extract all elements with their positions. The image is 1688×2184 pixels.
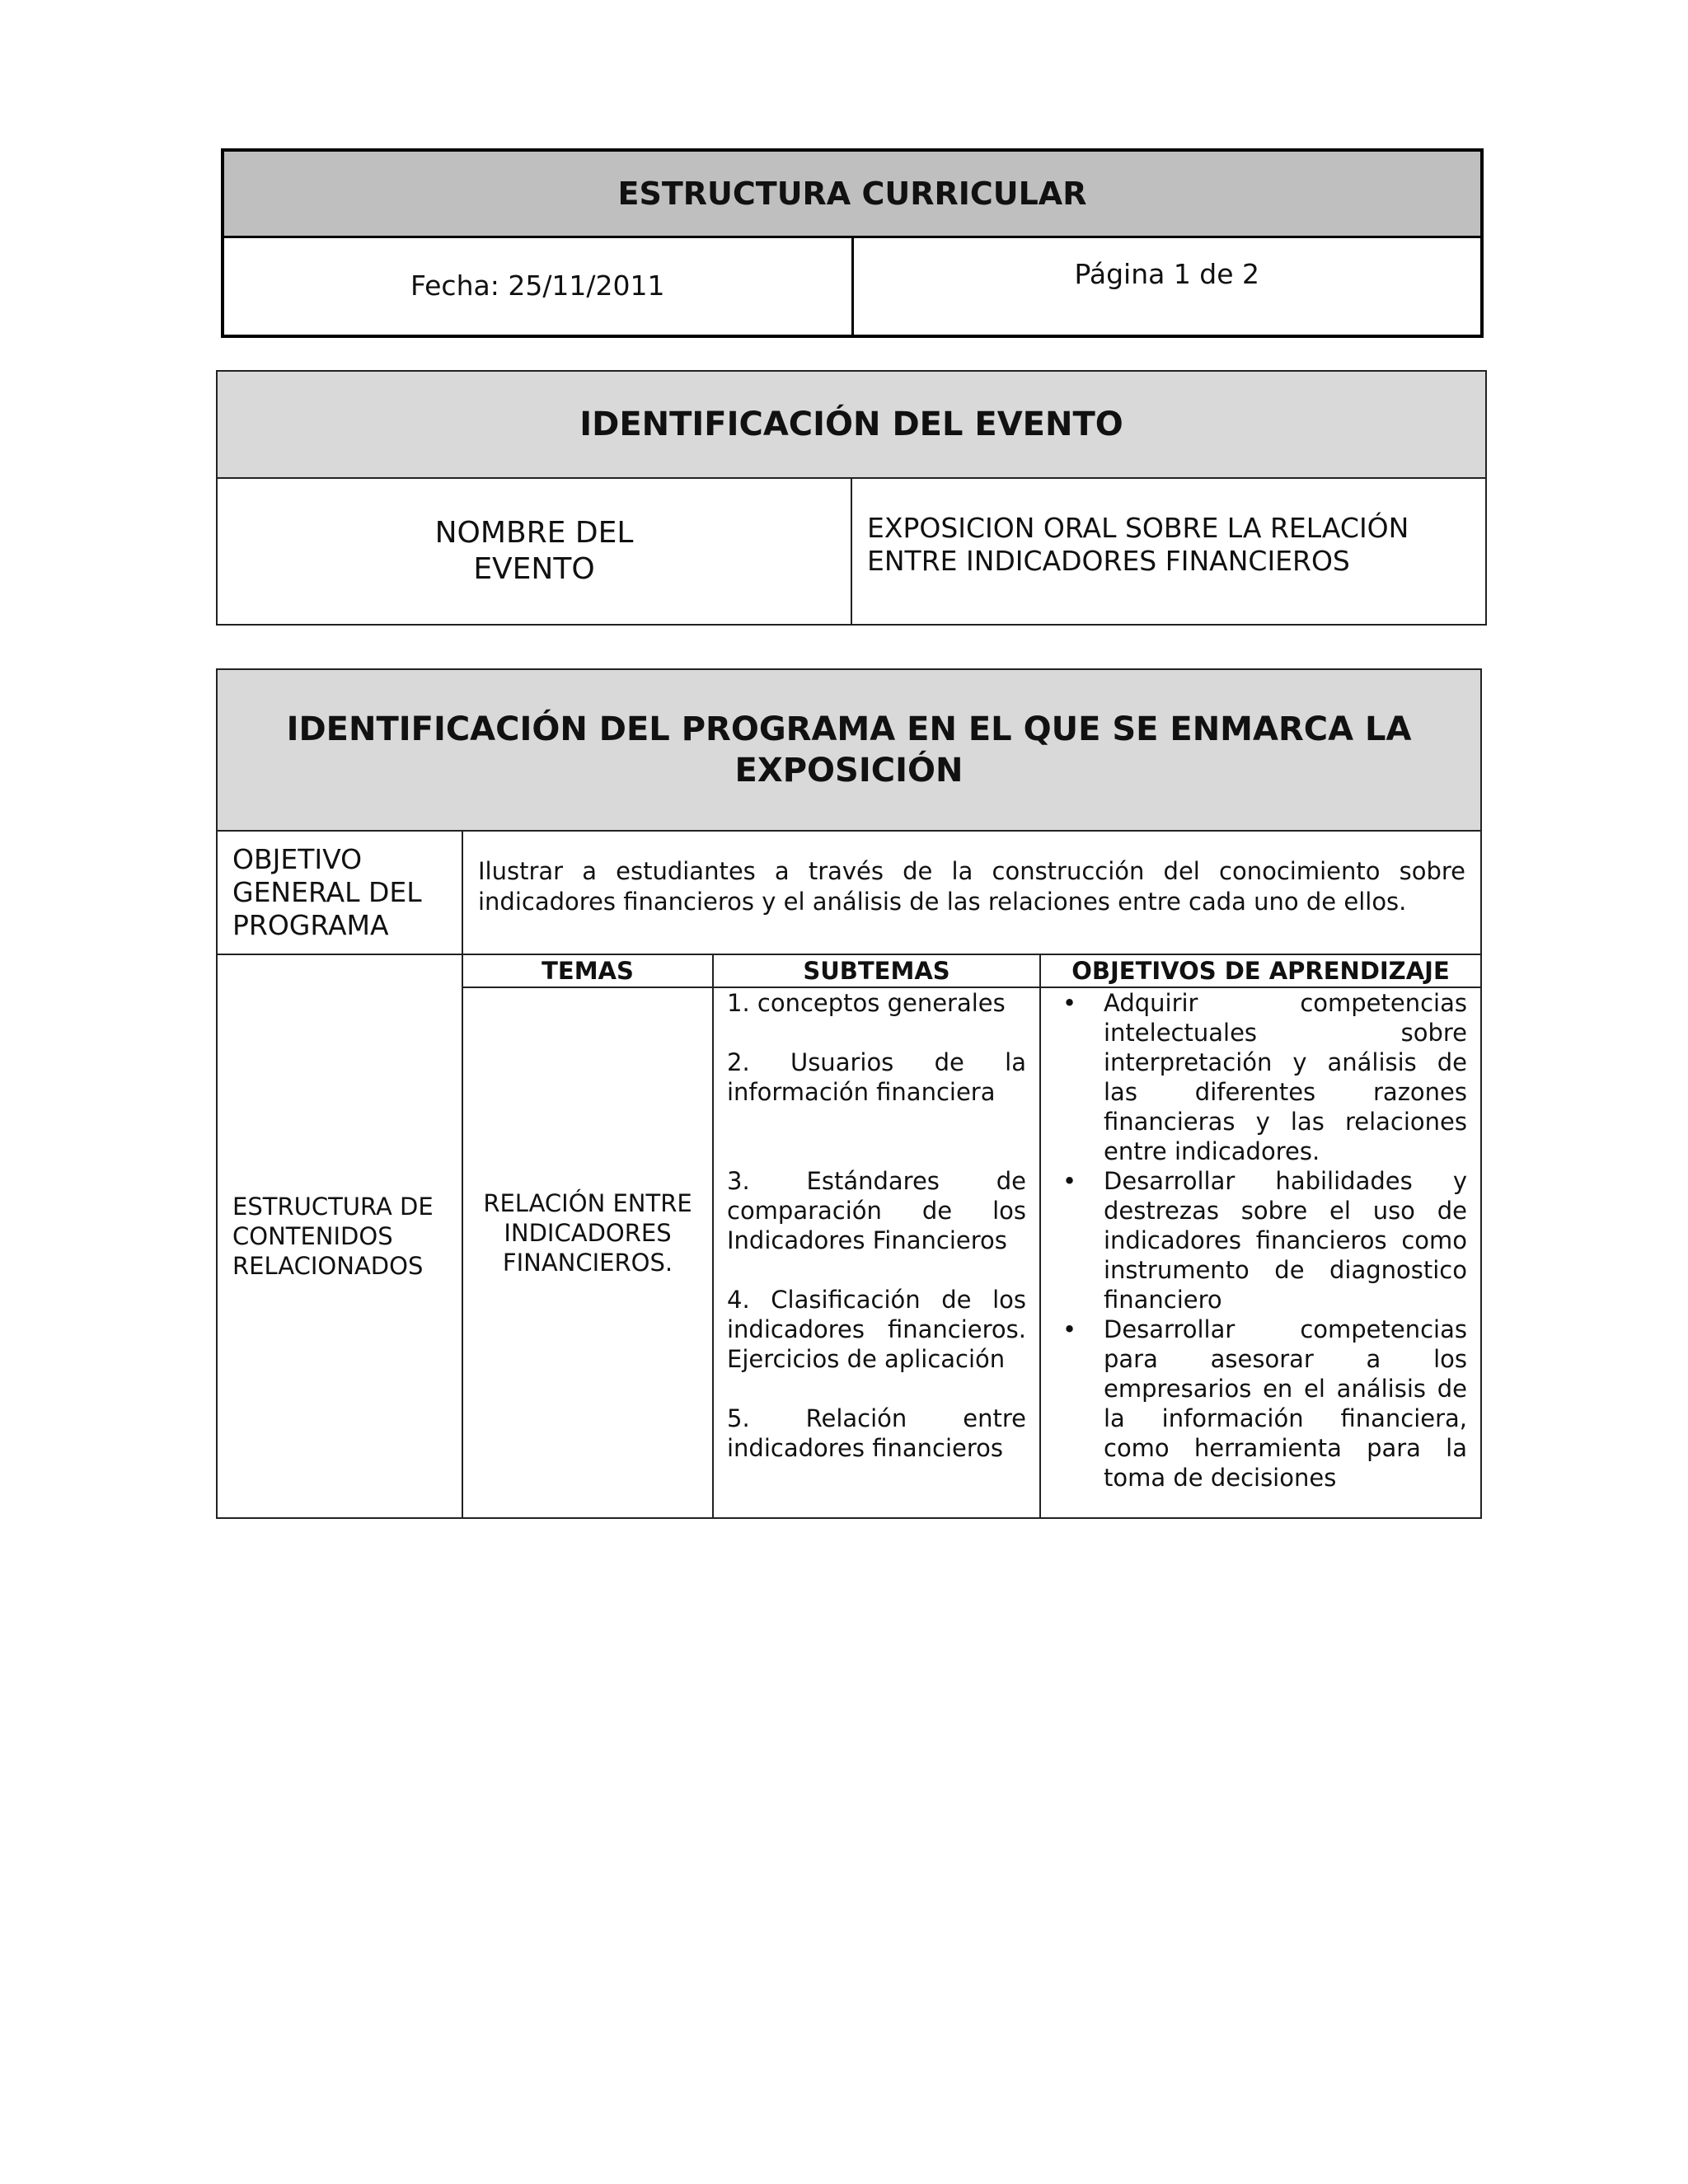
col-header-temas: TEMAS xyxy=(462,954,713,987)
objetivo-item xyxy=(1051,1166,1467,1315)
general-objective-label-line: OBJETIVO xyxy=(232,843,363,875)
subtema-item: 2. Usuarios de la información financiera xyxy=(727,1048,1026,1106)
objetivo-text: Desarrollar habilidades y destrezas sobre el uso de indicadores financieros como instrumento de diagnostico financiero xyxy=(1104,1167,1467,1314)
content-structure-label-line: CONTENIDOS xyxy=(232,1222,393,1250)
header-table xyxy=(221,148,1484,338)
program-title-line1: IDENTIFICACIÓN DEL PROGRAMA EN EL QUE SE ENMARCA LA xyxy=(286,710,1412,748)
general-objective-text: Ilustrar a estudiantes a través de la construcción del conocimiento sobre indicadores financieros y el análisis de las relaciones entre cada uno de ellos. xyxy=(462,831,1481,954)
tema-cell xyxy=(462,987,713,1518)
event-name-label-line1: NOMBRE DEL xyxy=(434,516,634,550)
tema-line: INDICADORES xyxy=(504,1219,672,1247)
date-cell: Fecha: 25/11/2011 xyxy=(223,237,852,336)
content-structure-label-line: ESTRUCTURA DE xyxy=(232,1193,434,1221)
page-number-cell: Página 1 de 2 xyxy=(852,237,1482,336)
bullet-icon: • xyxy=(1062,989,1077,1017)
subtemas-cell xyxy=(713,987,1040,1518)
bullet-icon: • xyxy=(1062,1167,1077,1195)
program-table xyxy=(216,668,1482,1519)
subtema-item: 3. Estándares de comparación de los Indicadores Financieros xyxy=(727,1167,1026,1254)
general-objective-label-line: PROGRAMA xyxy=(232,909,389,941)
objetivo-text: Adquirir competencias intelectuales sobre interpretación y análisis de las diferentes razones financieras y las relaciones entre indicadores. xyxy=(1104,989,1467,1165)
program-section-title xyxy=(217,669,1481,831)
objetivo-item xyxy=(1051,1315,1467,1493)
document-title: ESTRUCTURA CURRICULAR xyxy=(223,150,1482,237)
event-name-value: EXPOSICION ORAL SOBRE LA RELACIÓN ENTRE INDICADORES FINANCIEROS xyxy=(851,478,1486,625)
objetivo-text: Desarrollar competencias para asesorar a los empresarios en el análisis de la información financiera, como herramienta para la toma de decisiones xyxy=(1104,1315,1467,1492)
program-title-line2: EXPOSICIÓN xyxy=(734,752,964,790)
objetivo-item xyxy=(1051,988,1467,1166)
general-objective-label-line: GENERAL DEL xyxy=(232,876,422,908)
tema-line: FINANCIEROS. xyxy=(502,1249,673,1277)
objetivos-list xyxy=(1051,988,1467,1493)
tema-line: RELACIÓN ENTRE xyxy=(483,1189,692,1217)
content-structure-label-line: RELACIONADOS xyxy=(232,1252,424,1280)
event-name-label-line2: EVENTO xyxy=(473,552,595,586)
subtema-item: 4. Clasificación de los indicadores financieros. Ejercicios de aplicación xyxy=(727,1286,1026,1373)
event-name-label xyxy=(217,478,851,625)
general-objective-label xyxy=(217,831,462,954)
event-table xyxy=(216,370,1487,626)
objetivos-cell xyxy=(1040,987,1481,1518)
col-header-subtemas: SUBTEMAS xyxy=(713,954,1040,987)
bullet-icon: • xyxy=(1062,1315,1077,1343)
content-structure-label xyxy=(217,954,462,1518)
col-header-objetivos: OBJETIVOS DE APRENDIZAJE xyxy=(1040,954,1481,987)
event-section-title: IDENTIFICACIÓN DEL EVENTO xyxy=(217,371,1486,478)
subtema-item: 5. Relación entre indicadores financieros xyxy=(727,1404,1026,1462)
subtema-item: 1. conceptos generales xyxy=(727,989,1006,1017)
